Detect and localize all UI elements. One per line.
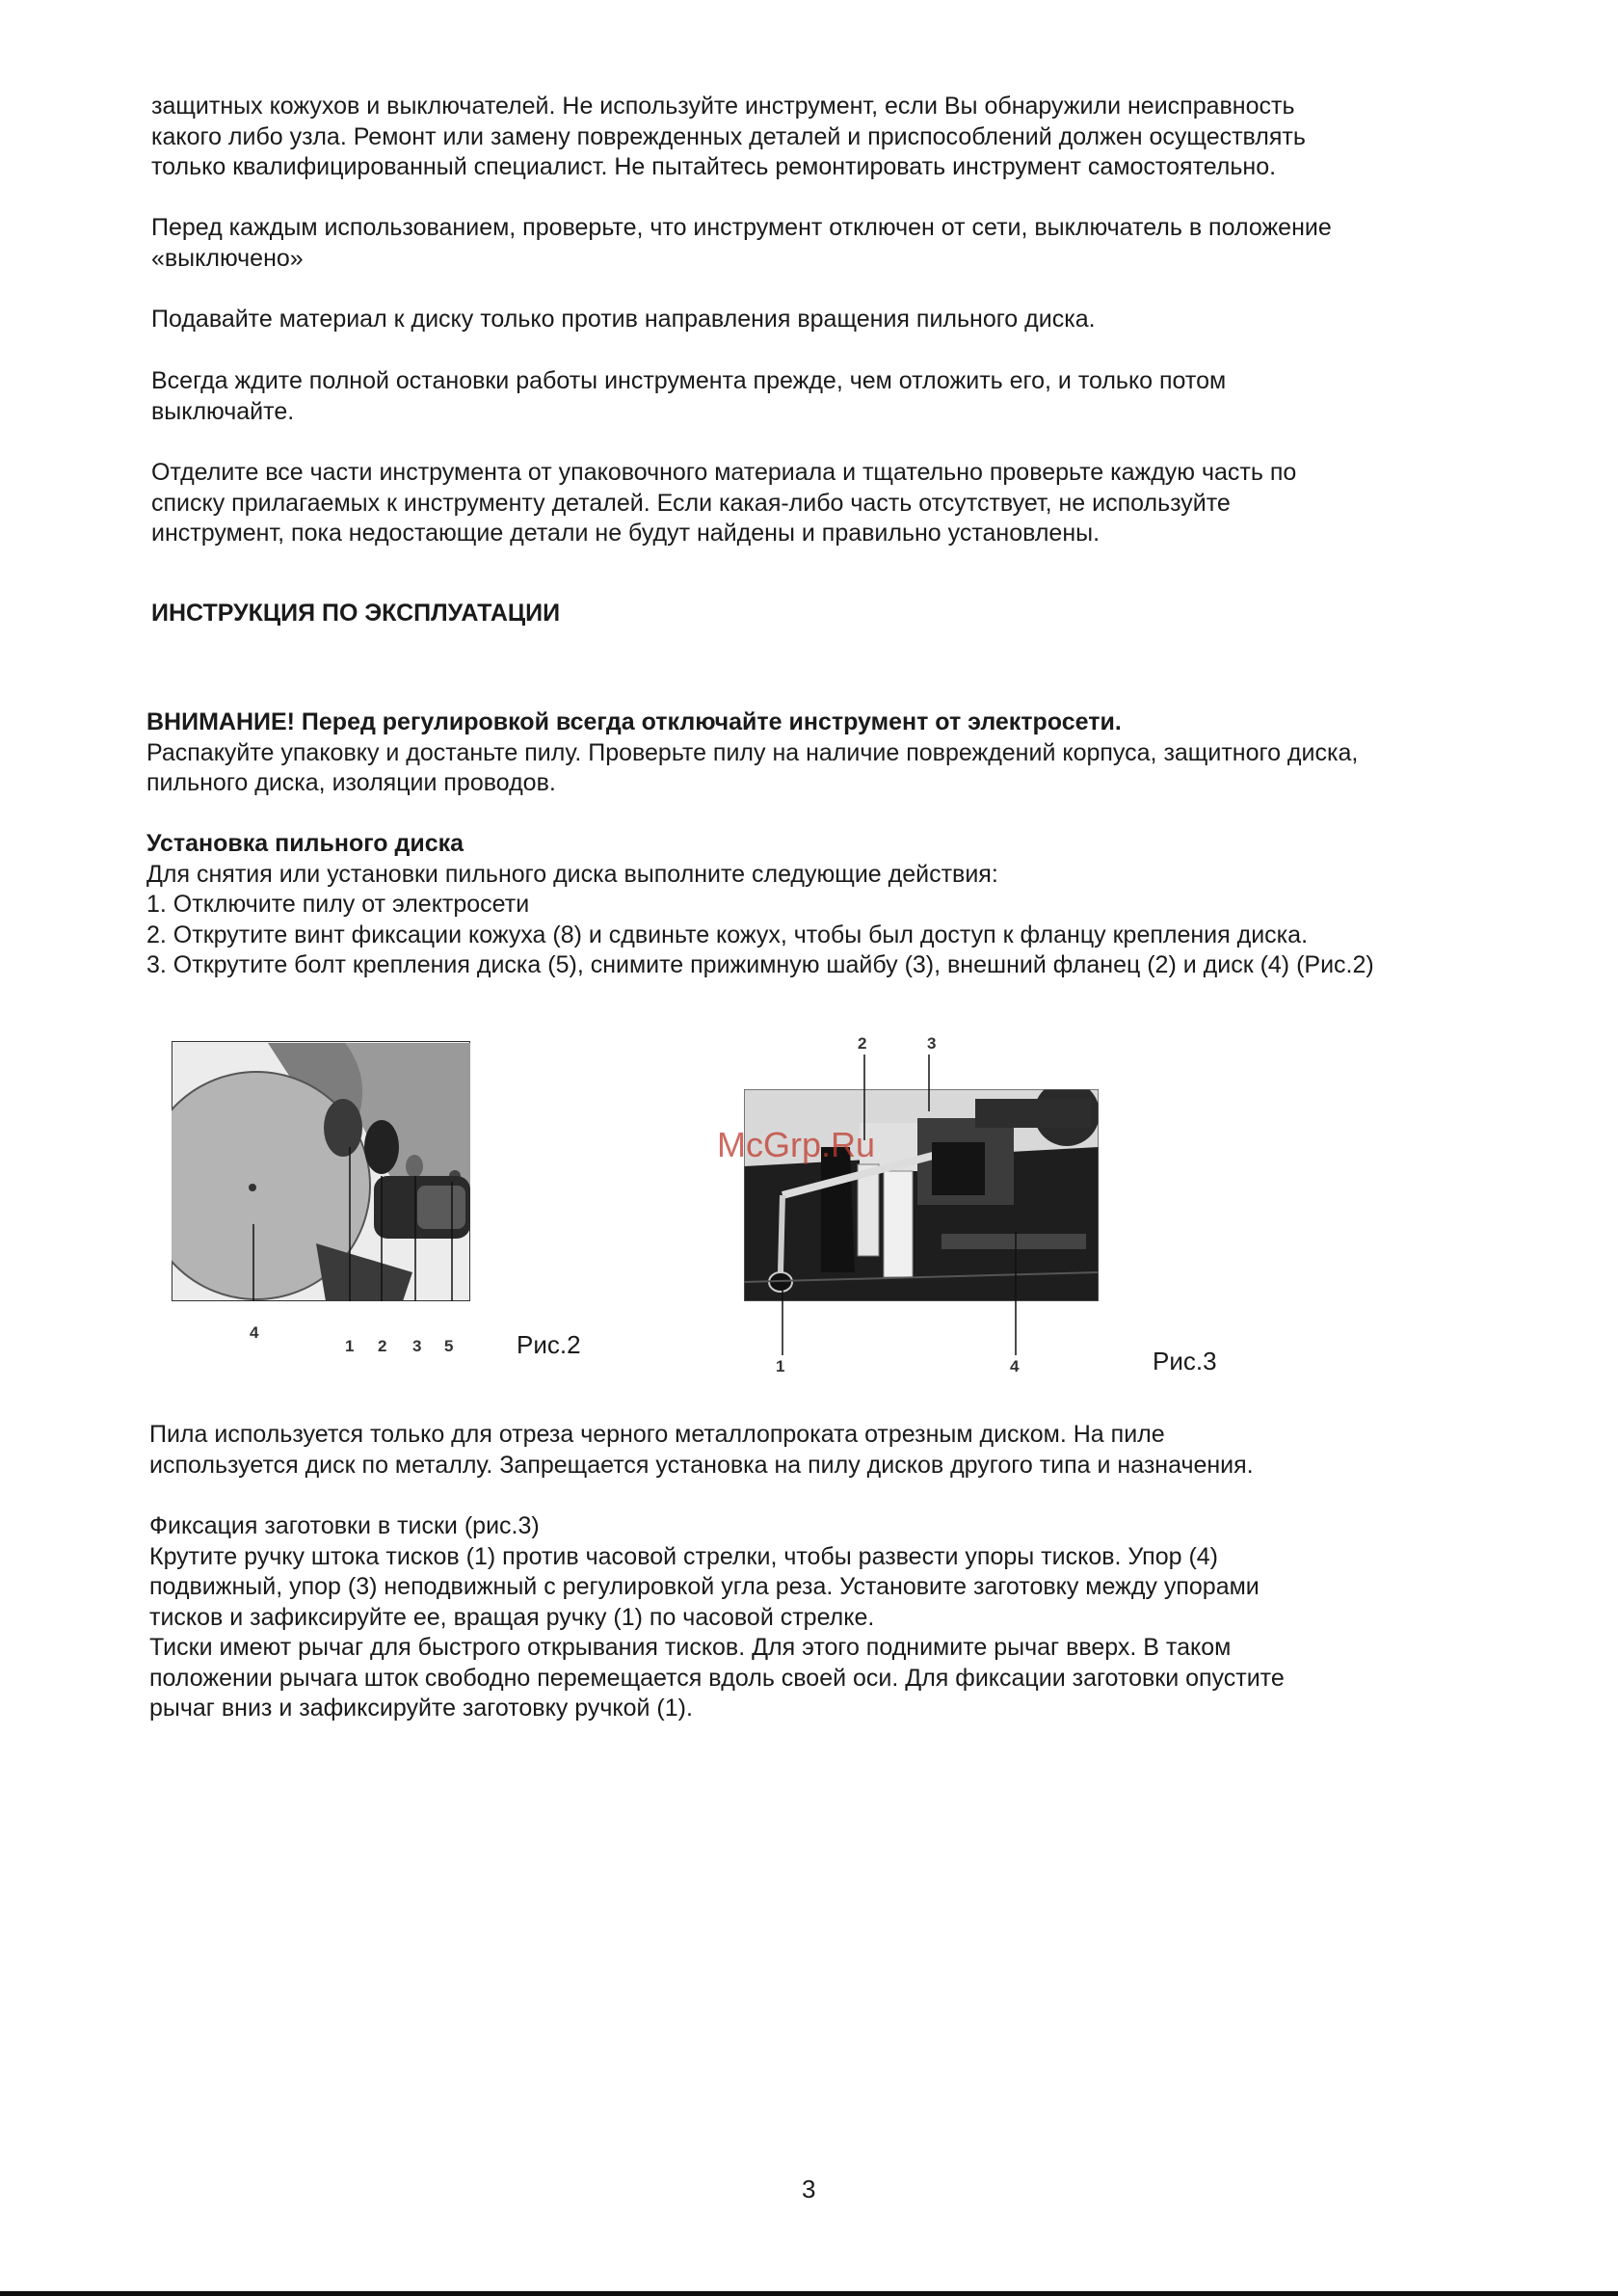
fig2-label-2: 2 [378, 1337, 387, 1355]
page-number: 3 [802, 2175, 816, 2203]
page-bottom-border [0, 2291, 1618, 2296]
text-line: только квалифицированный специалист. Не пытайтесь ремонтировать инструмент самостоятельно. [151, 153, 1277, 180]
text-line: защитных кожухов и выключателей. Не используйте инструмент, если Вы обнаружили неисправность [151, 93, 1295, 120]
figure-3-caption: Рис.3 [1153, 1347, 1217, 1375]
text-line: используется диск по металлу. Запрещается установка на пилу дисков другого типа и назначения. [149, 1451, 1254, 1479]
text-line: «выключено» [151, 244, 304, 272]
text-line: 1. Отключите пилу от электросети [146, 891, 530, 918]
text-line: выключайте. [151, 397, 295, 425]
text-line: 2. Открутите винт фиксации кожуха (8) и сдвиньте кожух, чтобы был доступ к фланцу крепления диска. [146, 921, 1309, 948]
vise-paragraph [149, 1511, 1285, 1724]
feed-paragraph [151, 305, 1096, 335]
usage-paragraph [149, 1420, 1254, 1481]
fig2-label-5: 5 [444, 1337, 454, 1355]
fig2-label-3: 3 [412, 1337, 422, 1355]
fig3-label-4: 4 [1010, 1357, 1020, 1375]
text-line: подвижный, упор (3) неподвижный с регулировкой угла реза. Установите заготовку между упорами [149, 1573, 1260, 1600]
text-line: списку прилагаемых к инструменту деталей. Если какая-либо часть отсутствует, не используйте [151, 489, 1231, 517]
section-title: ИНСТРУКЦИЯ ПО ЭКСПЛУАТАЦИИ [151, 600, 561, 627]
text-line: инструмент, пока недостающие детали не будут найдены и правильно установлены. [151, 520, 1101, 547]
text-line: Распакуйте упаковку и достаньте пилу. Проверьте пилу на наличие повреждений корпуса, защитного диска, [146, 738, 1359, 766]
fig3-label-3: 3 [927, 1034, 937, 1053]
text-line: Крутите ручку штока тисков (1) против часовой стрелки, чтобы развести упоры тисков. Упор (4) [149, 1542, 1218, 1570]
wait-paragraph [151, 366, 1226, 427]
intro-paragraph [151, 92, 1306, 183]
fig2-label-4: 4 [250, 1323, 259, 1342]
text-line: Отделите все части инструмента от упаковочного материала и тщательно проверьте каждую часть по [151, 459, 1297, 486]
install-title: Установка пильного диска [146, 830, 464, 857]
install-paragraph [146, 829, 1374, 981]
fig2-label-1: 1 [345, 1337, 355, 1355]
text-line: тисков и зафиксируйте ее, вращая ручку (1) по часовой стрелке. [149, 1603, 875, 1631]
text-line: Фиксация заготовки в тиски (рис.3) [149, 1512, 540, 1539]
text-line: Подавайте материал к диску только против направления вращения пильного диска. [151, 306, 1096, 333]
unpack-paragraph [151, 458, 1296, 549]
figure-2-saw-blade [172, 1041, 470, 1301]
text-line: Для снятия или установки пильного диска выполните следующие действия: [146, 860, 998, 888]
text-line: Тиски имеют рычаг для быстрого открывания тисков. Для этого поднимите рычаг вверх. В таком [149, 1634, 1232, 1661]
text-line: какого либо узла. Ремонт или замену поврежденных деталей и приспособлений должен осуществлять [151, 122, 1306, 150]
text-line: Перед каждым использованием, проверьте, что инструмент отключен от сети, выключатель в положение [151, 214, 1332, 241]
text-line: 3. Открутите болт крепления диска (5), снимите прижимную шайбу (3), внешний фланец (2) и диск (4) (Рис.2) [146, 951, 1374, 978]
warning-text: ВНИМАНИЕ! Перед регулировкой всегда отключайте инструмент от электросети. [146, 708, 1122, 735]
figure-2-caption: Рис.2 [517, 1330, 581, 1359]
figure-3-leader-lines [744, 1039, 1099, 1376]
text-line: рычаг вниз и зафиксируйте заготовку ручкой (1). [149, 1695, 693, 1722]
warning-paragraph [146, 707, 1358, 799]
text-line: пильного диска, изоляции проводов. [146, 769, 556, 796]
text-line: положении рычага шток свободно перемещается вдоль своей оси. Для фиксации заготовки опустите [149, 1664, 1285, 1692]
watermark: McGrp.Ru [717, 1125, 876, 1164]
text-line: Пила используется только для отреза черного металлопроката отрезным диском. На пиле [149, 1421, 1165, 1448]
check-paragraph [151, 213, 1332, 274]
fig3-label-2: 2 [858, 1034, 867, 1053]
text-line: Всегда ждите полной остановки работы инструмента прежде, чем отложить его, и только потом [151, 367, 1227, 394]
fig3-label-1: 1 [776, 1357, 785, 1375]
